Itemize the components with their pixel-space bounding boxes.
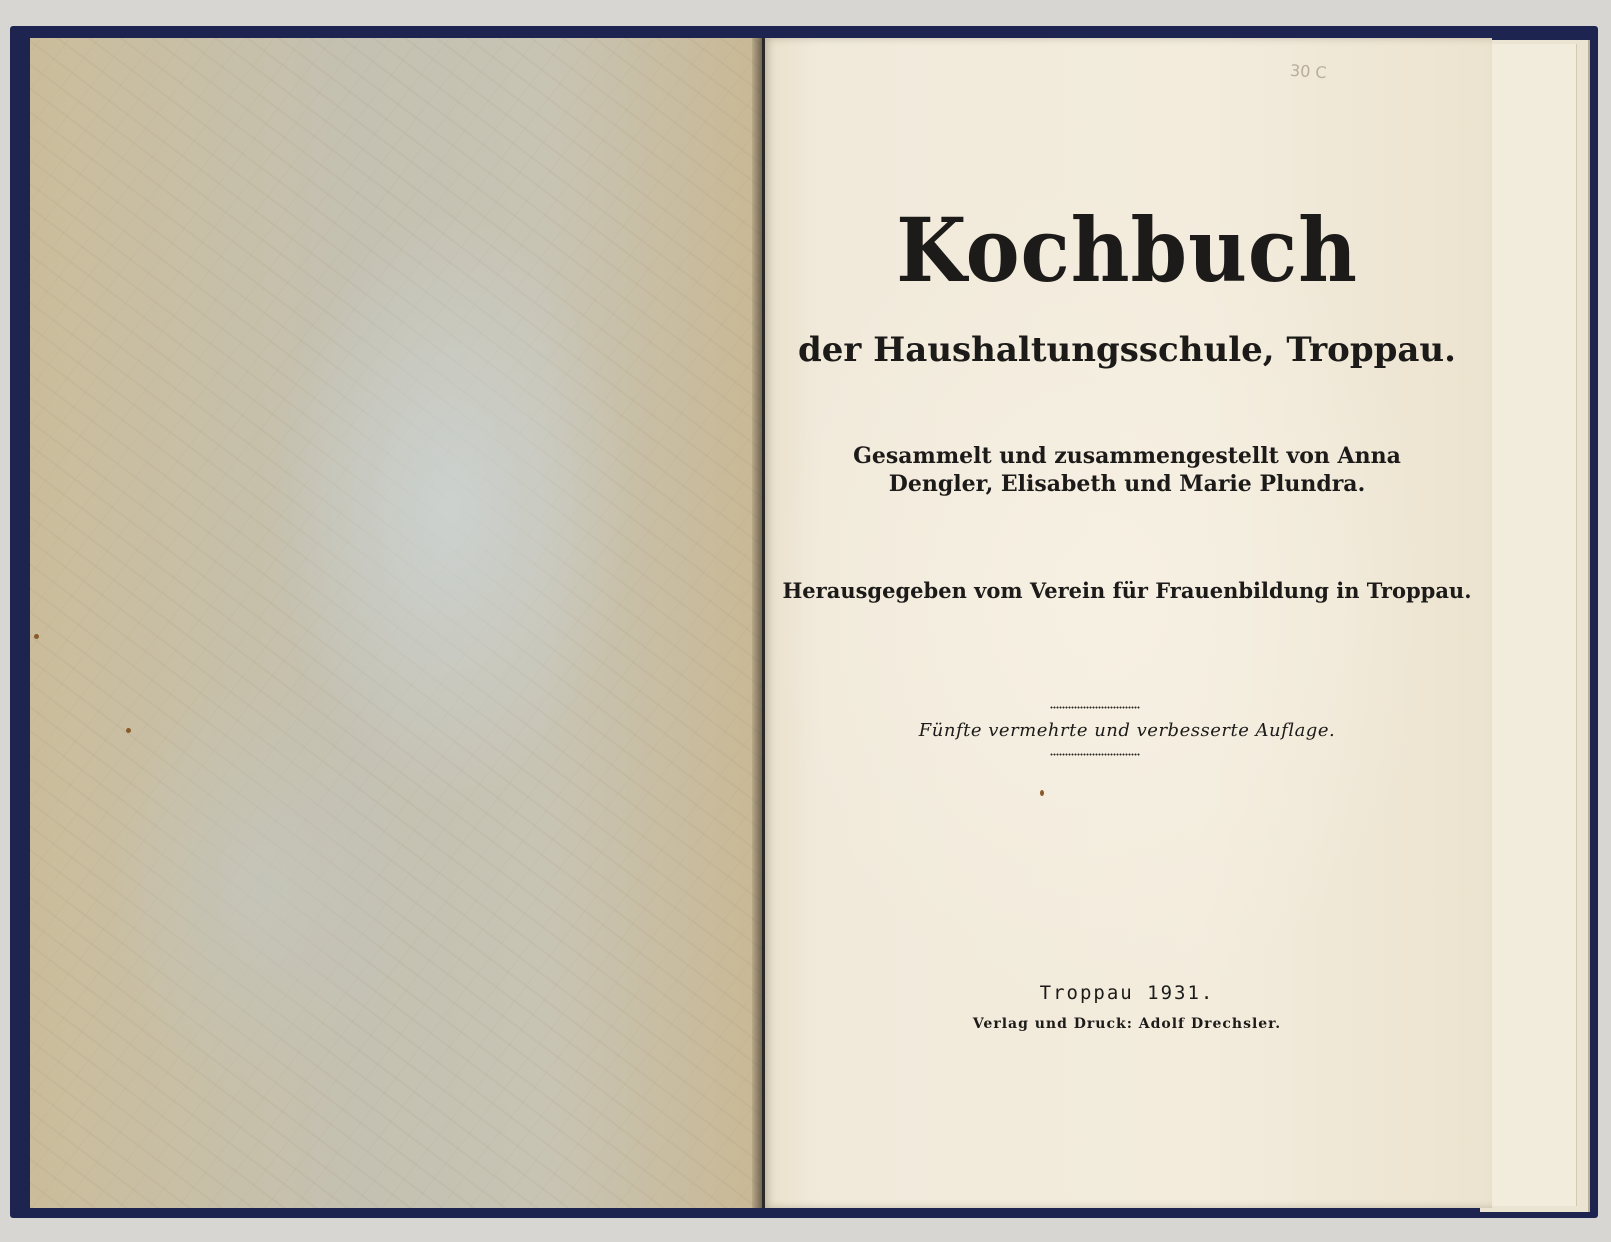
- book-subtitle: der Haushaltungsschule, Troppau.: [798, 330, 1456, 370]
- paper-speck: [34, 634, 39, 639]
- place-and-year: Troppau 1931.: [1039, 982, 1215, 1004]
- book-title: Kochbuch: [896, 198, 1358, 302]
- publisher-line: Herausgegeben vom Verein für Frauenbildung in Troppau.: [782, 578, 1472, 603]
- ornament-rule-top: [1050, 706, 1140, 709]
- gutter-line: [762, 38, 765, 1208]
- compiled-by-line-1: Gesammelt und zusammengestellt von Anna: [853, 443, 1401, 469]
- endpaper-gutter-shadow: [752, 38, 762, 1208]
- paper-speck: [126, 728, 131, 733]
- compiled-by-line-2: Dengler, Elisabeth und Marie Plundra.: [888, 471, 1366, 497]
- printer-line: Verlag und Druck: Adolf Drechsler.: [972, 1016, 1282, 1032]
- compiled-by: [762, 442, 1492, 498]
- paper-speck: [1040, 790, 1044, 796]
- pencil-note: 30 C: [1289, 60, 1328, 83]
- page-edges-inner: [1480, 44, 1577, 1206]
- edition-line: Fünfte vermehrte und verbesserte Auflage.: [918, 720, 1336, 741]
- title-page: [762, 38, 1492, 1208]
- marbled-endpaper: [30, 38, 762, 1208]
- ornament-rule-bottom: [1050, 753, 1140, 756]
